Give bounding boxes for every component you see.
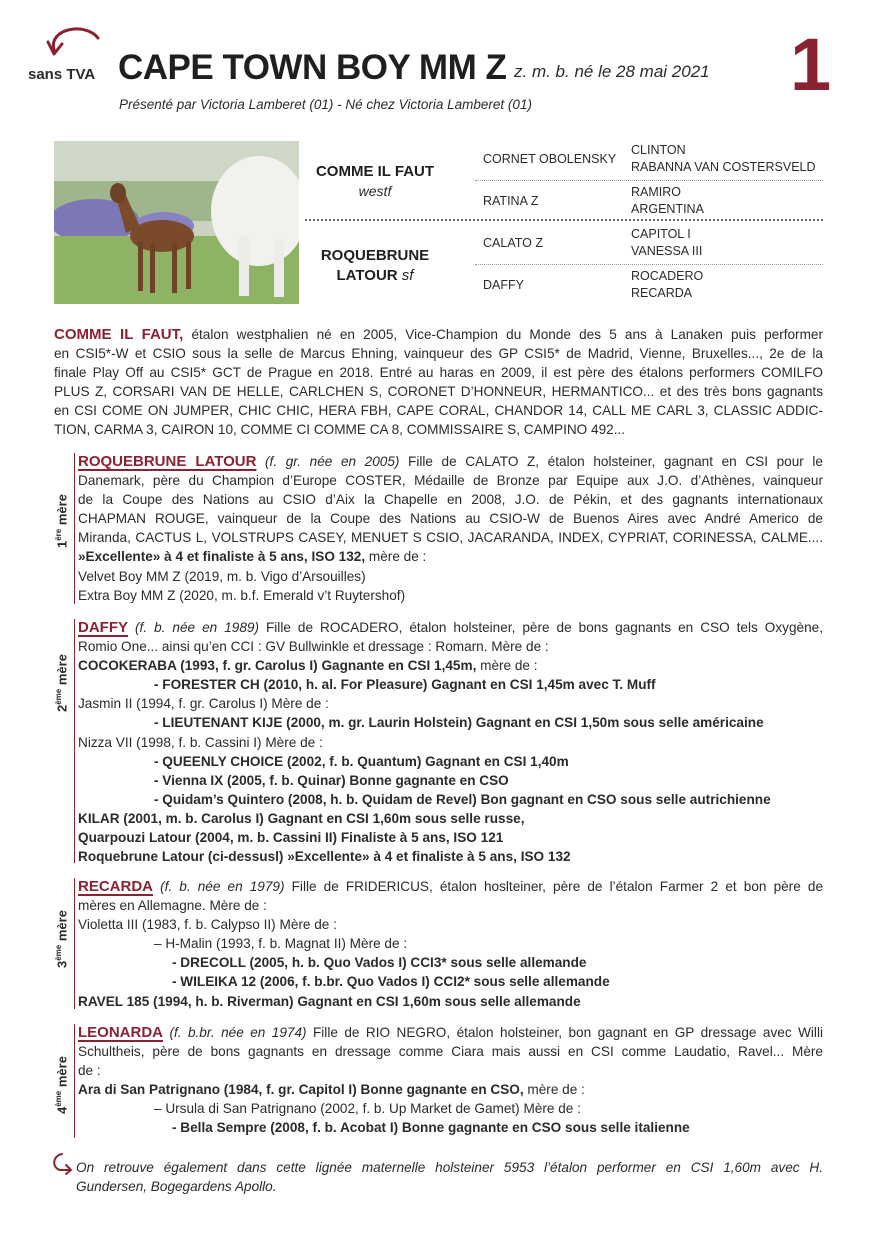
text-line: Miranda, CACTUS L, VOLSTRUPS CASEY, MENUET S CSIO, JACARANDA, INDEX, CYPRIAT, CORINESSA, CALME.... xyxy=(78,530,823,546)
list-item: Extra Boy MM Z (2020, m. b.f. Emerald v’t Ruytershof) xyxy=(78,587,406,603)
list-item: - FORESTER CH (2010, h. al. For Pleasure) Gagnant en CSI 1,45m avec T. Muff xyxy=(154,677,656,693)
text-line: Schultheis, père de bons gagnants en dressage comme Ciara mais aussi en CSI comme Laudatio, Ravel... Mère xyxy=(78,1044,823,1060)
pedigree-dam-dam: DAFFY xyxy=(483,278,524,292)
text-line: Romio One... ainsi qu’en CCI : GV Bullwinkle et dressage : Romarn. Mère de : xyxy=(78,639,549,655)
pedigree-g3-2: RABANNA VAN COSTERSVELD xyxy=(631,160,816,174)
pedigree-sire-sire: CORNET OBOLENSKY xyxy=(483,152,617,166)
pedigree-g3-3: RAMIRO xyxy=(631,185,681,199)
pedigree-divider xyxy=(475,264,823,265)
pedigree-g3-7: ROCADERO xyxy=(631,269,704,283)
text-line: en CSI COME ON JUMPER, CHIC CHIC, HERA FBH, CAPE CORAL, CHANDOR 14, CALL ME CARL 3, CLASSIC ADDIC- xyxy=(54,403,823,419)
text-line: étalon westphalien né en 2005, Vice-Champion du Monde des 5 ans à Lanaken puis performer xyxy=(183,327,823,342)
list-item: – H-Malin (1993, f. b. Magnat II) Mère de : xyxy=(154,936,408,952)
sire-name: COMME IL FAUT, xyxy=(54,326,184,343)
list-item: - Bella Sempre (2008, f. b. Acobat I) Bonne gagnante en CSO sous selle italienne xyxy=(172,1120,690,1136)
pedigree-g3-8: RECARDA xyxy=(631,286,693,300)
presenter-line: Présenté par Victoria Lamberet (01) - Né chez Victoria Lamberet (01) xyxy=(119,97,532,112)
pedigree-dam-sire: CALATO Z xyxy=(483,236,543,250)
mere1-section: ROQUEBRUNE LATOUR (f. gr. née en 2005) Fille de CALATO Z, étalon holsteiner, gagnant en CSI pour le Danemark, père du Champion d’Europe COSTER, Médaille de Bronze par Equipe aux J.O. d’Athènes, vainqueur de la Coupe des Nations au CSIO d’Aix la Chapelle en 2008, J.O. de Pékin, et des gagnants internationaux CHAPMAN ROUGE, vainqueur de la Coupe des Nations au CSIO-W de Buenos Aires avec André Americo de Miranda, CACTUS L, VOLSTRUPS CASEY, MENUET S CSIO, JACARANDA, INDEX, CYPRIAT, CORINESSA, CALME.... »Excellente» à 4 et finaliste à 5 ans, ISO 132, mère de : Velvet Boy MM Z (2019, m. b. Vigo d’Arsouilles) Extra Boy MM Z (2020, m. b.f. Emerald v’t Ruytershof) xyxy=(78,452,823,605)
mere4-label: 4ème mère xyxy=(54,1056,70,1114)
mere1-name: ROQUEBRUNE LATOUR xyxy=(78,453,257,470)
list-item: – Ursula di San Patrignano (2002, f. b. Up Market de Gamet) Mère de : xyxy=(154,1101,581,1117)
text-line: de : xyxy=(78,1063,101,1079)
mere3-name: RECARDA xyxy=(78,878,153,895)
text-line: On retrouve également dans cette lignée maternelle holsteiner 5953 l’étalon performer en CSI 1,60m avec H. xyxy=(76,1160,823,1175)
mere1-label: 1ère mère xyxy=(54,494,70,548)
pedigree-g3-1: CLINTON xyxy=(631,143,686,157)
pedigree-dam-breed: sf xyxy=(401,267,414,284)
text-line: en CSI5*-W et CSIO sous la selle de Marcus Ehning, vainqueur des GP CSI5* de Madrid, Vienne, Bruxelles..., 2e de la xyxy=(54,346,823,362)
pedigree-sire: COMME IL FAUT xyxy=(315,163,435,180)
text-line: CHAPMAN ROUGE, vainqueur de la Coupe des Nations au CSIO-W de Buenos Aires avec André Americo de xyxy=(78,511,823,527)
pedigree-dam-line2: LATOUR sf xyxy=(336,267,414,284)
section-bar xyxy=(74,453,76,604)
text-line: Danemark, père du Champion d’Europe COSTER, Médaille de Bronze par Equipe aux J.O. d’Athènes, vainqueur xyxy=(78,473,823,489)
pedigree-g3-6: VANESSA III xyxy=(631,244,703,258)
list-item: Violetta III (1983, f. b. Calypso II) Mère de : xyxy=(78,917,337,933)
foal-photo xyxy=(54,141,299,304)
mere3-label: 3ème mère xyxy=(54,910,70,968)
text-line: de la Coupe des Nations au CSIO d’Aix la Chapelle en 2008, J.O. de Pékin, et des gagnants internationaux xyxy=(78,492,823,508)
list-item: - LIEUTENANT KIJE (2000, m. gr. Laurin Holstein) Gagnant en CSI 1,50m sous selle américaine xyxy=(154,715,764,731)
mere4-section: LEONARDA (f. b.br. née en 1974) Fille de RIO NEGRO, étalon holsteiner, bon gagnant en GP dressage avec Willi Schultheis, père de bons gagnants en dressage comme Ciara mais aussi en CSI comme Laudatio, Ravel... Mère de : Ara di San Patrignano (1984, f. gr. Capitol I) Bonne gagnante en CSO, mère de : – Ursula di San Patrignano (2002, f. b. Up Market de Gamet) Mère de : - Bella Sempre (2008, f. b. Acobat I) Bonne gagnante en CSO sous selle italienne xyxy=(78,1023,823,1138)
tva-label: sans TVA xyxy=(28,66,96,83)
list-item: - WILEIKA 12 (2006, f. b.br. Quo Vados I) CCI2* sous selle allemande xyxy=(172,974,610,990)
text-line: finale Play Off au CSI5* GCT de Prague en 2018. Entré au haras en 2009, il est père des étalons performers COMILFO xyxy=(54,365,823,381)
text-line: mères en Allemagne. Mère de : xyxy=(78,898,267,914)
section-bar xyxy=(74,878,76,1009)
pedigree-divider xyxy=(475,180,823,181)
list-item: Velvet Boy MM Z (2019, m. b. Vigo d’Arsouilles) xyxy=(78,568,366,584)
sire-description xyxy=(54,325,823,440)
list-item: Nizza VII (1998, f. b. Cassini I) Mère de : xyxy=(78,734,323,750)
list-item: - DRECOLL (2005, h. b. Quo Vados I) CCI3* sous selle allemande xyxy=(172,955,587,971)
list-item: - QUEENLY CHOICE (2002, f. b. Quantum) Gagnant en CSI 1,40m xyxy=(154,753,569,769)
list-item: KILAR (2001, m. b. Carolus I) Gagnant en CSI 1,60m sous selle russe, xyxy=(78,810,525,826)
text-line: Gundersen, Bogegardens Apollo. xyxy=(76,1179,277,1195)
list-item: - Quidam’s Quintero (2008, h. b. Quidam de Revel) Bon gagnant en CSO sous selle autrichienne xyxy=(154,791,771,807)
mere1-excellent: »Excellente» à 4 et finaliste à 5 ans, ISO 132, xyxy=(78,549,366,565)
lot-number: 1 xyxy=(790,23,832,106)
pedigree-g3-5: CAPITOL I xyxy=(631,227,691,241)
horse-name: CAPE TOWN BOY MM Z xyxy=(118,48,507,87)
list-item: Roquebrune Latour (ci-dessusl) »Excellente» à 4 et finaliste à 5 ans, ISO 132 xyxy=(78,849,571,865)
text-line: PLUS Z, CORSARI VAN DE HELLE, CARLCHEN S, CORONET D’HONNEUR, HERMANTICO... et des très bons gagnants xyxy=(54,384,823,400)
mere3-section: RECARDA (f. b. née en 1979) Fille de FRIDERICUS, étalon hoslteiner, père de l’étalon Farmer 2 et bon père de mères en Allemagne. Mère de : Violetta III (1983, f. b. Calypso II) Mère de : – H-Malin (1993, f. b. Magnat II) Mère de : - DRECOLL (2005, h. b. Quo Vados I) CCI3* sous selle allemande - WILEIKA 12 (2006, f. b.br. Quo Vados I) CCI2* sous selle allemande RAVEL 185 (1994, h. b. Riverman) Gagnant en CSI 1,60m sous selle allemande xyxy=(78,877,823,1011)
pedigree-dam-line1: ROQUEBRUNE xyxy=(320,247,430,264)
pedigree-sire-breed: westf xyxy=(358,183,392,199)
text-line: TION, CARMA 3, CAIRON 10, COMME CI COMME CA 8, COMMISSAIRE S, CAMPINO 492... xyxy=(54,422,626,438)
footer-note xyxy=(76,1158,823,1196)
list-item: - Vienna IX (2005, f. b. Quinar) Bonne gagnante en CSO xyxy=(154,772,509,788)
mere2-name: DAFFY xyxy=(78,619,128,636)
list-item: RAVEL 185 (1994, h. b. Riverman) Gagnant en CSI 1,60m sous selle allemande xyxy=(78,993,581,1009)
list-item: COCOKERABA (1993, f. gr. Carolus I) Gagnante en CSI 1,45m, xyxy=(78,658,477,674)
mere2-section: DAFFY (f. b. née en 1989) Fille de ROCADERO, étalon holsteiner, père de bons gagnants en CSO tels Oxygène, Romio One... ainsi qu’en CCI : GV Bullwinkle et dressage : Romarn. Mère de : COCOKERABA (1993, f. gr. Carolus I) Gagnante en CSI 1,45m, mère de : - FORESTER CH (2010, h. al. For Pleasure) Gagnant en CSI 1,45m avec T. Muff Jasmin II (1994, f. gr. Carolus I) Mère de : - LIEUTENANT KIJE (2000, m. gr. Laurin Holstein) Gagnant en CSI 1,50m sous selle américaine Nizza VII (1998, f. b. Cassini I) Mère de : - QUEENLY CHOICE (2002, f. b. Quantum) Gagnant en CSI 1,40m - Vienna IX (2005, f. b. Quinar) Bonne gagnante en CSO - Quidam’s Quintero (2008, h. b. Quidam de Revel) Bon gagnant en CSO sous selle autrichienne KILAR (2001, m. b. Carolus I) Gagnant en CSI 1,60m sous selle russe, Quarpouzi Latour (2004, m. b. Cassini II) Finaliste à 5 ans, ISO 121 Roquebrune Latour (ci-dessusl) »Excellente» à 4 et finaliste à 5 ans, ISO 132 xyxy=(78,618,823,866)
pedigree-sire-dam: RATINA Z xyxy=(483,194,539,208)
list-item: Ara di San Patrignano (1984, f. gr. Capitol I) Bonne gagnante en CSO, xyxy=(78,1082,524,1098)
pedigree-dam xyxy=(305,246,445,286)
curved-arrow-icon xyxy=(50,1150,74,1176)
mere4-name: LEONARDA xyxy=(78,1024,163,1041)
curved-arrow-icon xyxy=(44,20,104,66)
pedigree-g3-4: ARGENTINA xyxy=(631,202,704,216)
mere2-label: 2ème mère xyxy=(54,654,70,712)
pedigree-divider xyxy=(305,219,823,221)
list-item: Jasmin II (1994, f. gr. Carolus I) Mère de : xyxy=(78,696,329,712)
section-bar xyxy=(74,1024,76,1138)
section-bar xyxy=(74,619,76,863)
horse-details: z. m. b. né le 28 mai 2021 xyxy=(514,62,710,81)
list-item: Quarpouzi Latour (2004, m. b. Cassini II) Finaliste à 5 ans, ISO 121 xyxy=(78,830,504,846)
